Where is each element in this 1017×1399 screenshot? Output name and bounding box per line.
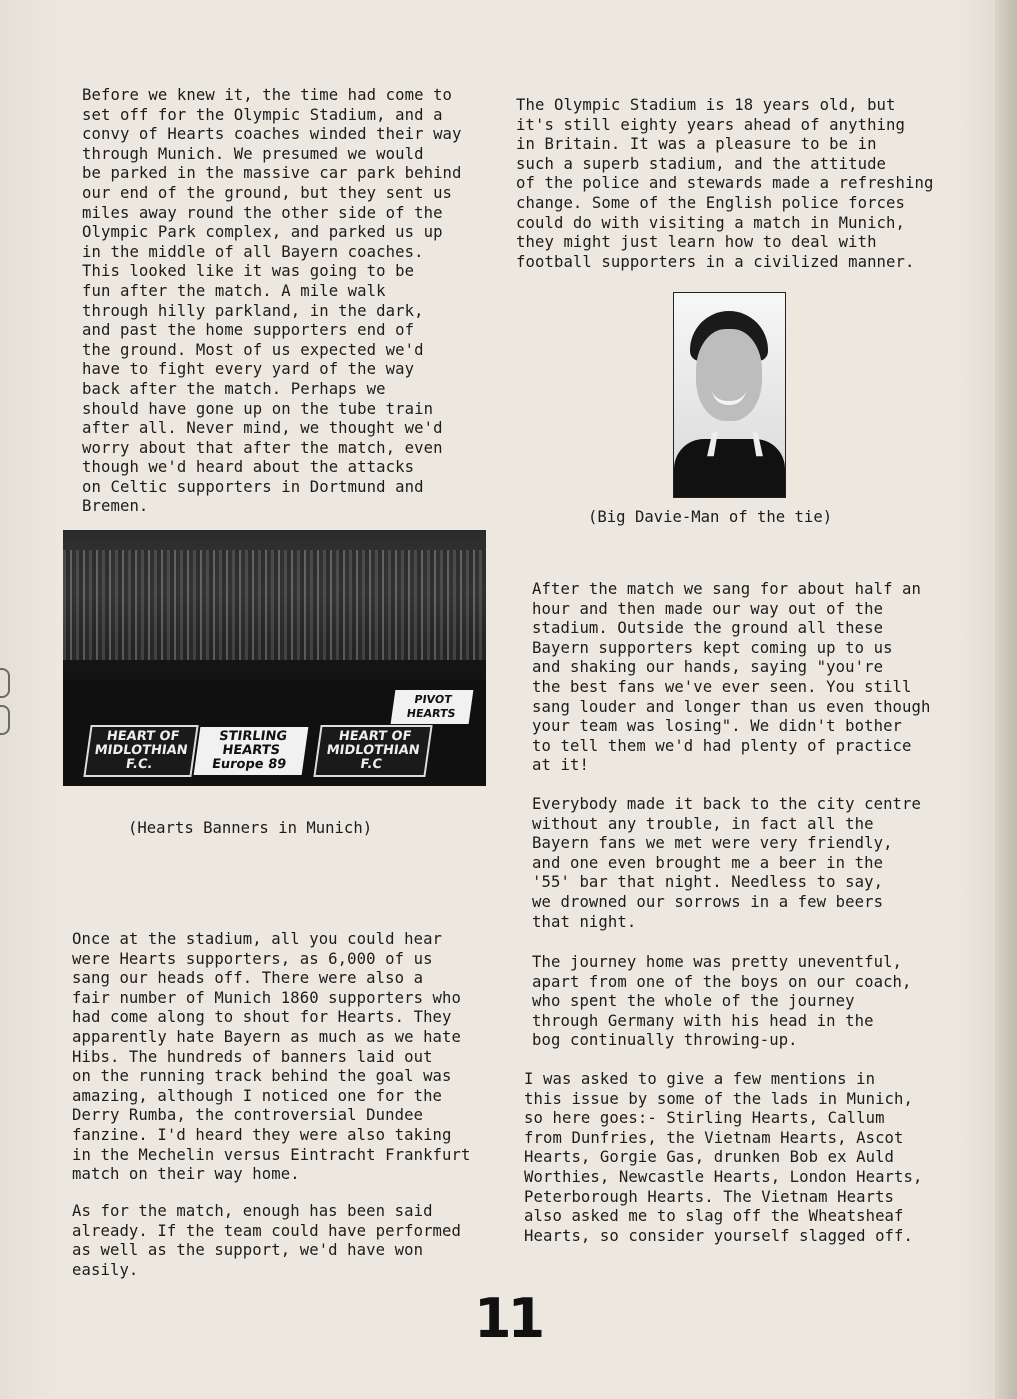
page-number: 11 — [474, 1287, 542, 1350]
left-paragraph-3: As for the match, enough has been said already. If the team could have performed as well as the support, we'd have won easily. — [72, 1202, 462, 1279]
right-paragraph-5: I was asked to give a few mentions in this issue by some of the lads in Munich, so here goes:- Stirling Hearts, Callum from Dunfries, the Vietnam Hearts, Ascot Hearts, Gorgie Gas, drunken Bob ex Auld Worthies, Newcastle Hearts, London Hearts, Peterborough Hearts. The Vietnam Hearts also asked me to slag off the Wheatsheaf Hearts, so consider yourself slagged off. — [524, 1070, 923, 1245]
right-paragraph-2: After the match we sang for about half an hour and then made our way out of the stadium. Outside the ground all these Bayern supporters kept coming up to us and shaking our hands, saying "you're the best fans we've ever seen. You still sang louder and longer than us even though your team was losing". We didn't bother to tell them we'd had plenty of practice at it! — [532, 580, 931, 775]
big-davie-photo — [673, 292, 786, 498]
banner-heart-of-midlothian-2: HEART OF MIDLOTHIAN F.C — [313, 725, 432, 777]
right-paragraph-3: Everybody made it back to the city centre without any trouble, in fact all the Bayern fans we met were very friendly, and one even brought me a beer in the '55' bar that night. Needless to say, we drowned our sorrows in a few beers that night. — [532, 795, 922, 931]
staple-mark — [0, 705, 10, 735]
page-edge — [995, 0, 1017, 1399]
davie-photo-caption: (Big Davie-Man of the tie) — [588, 508, 833, 526]
staple-mark — [0, 668, 10, 698]
hearts-banners-photo — [63, 530, 486, 786]
banner-stirling-hearts: STIRLING HEARTS Europe 89 — [194, 727, 309, 775]
right-paragraph-1: The Olympic Stadium is 18 years old, but it's still eighty years ahead of anything in Britain. It was a pleasure to be in such a superb stadium, and the attitude of the police and stewards made a refreshing change. Some of the English police forces could do with visiting a match in Munich, they might just learn how to deal with football supporters in a civilized manner. — [516, 96, 934, 271]
left-paragraph-2: Once at the stadium, all you could hear were Hearts supporters, as 6,000 of us sang our heads off. There were also a fair number of Munich 1860 supporters who had come along to shout for Hearts. They apparently hate Bayern as much as we hate Hibs. The hundreds of banners laid out on the running track behind the goal was amazing, although I noticed one for the Derry Rumba, the controversial Dundee fanzine. I'd heard they were also taking in the Mechelin versus Eintracht Frankfurt match on their way home. — [72, 930, 471, 1184]
banner-pivot-hearts: PIVOT HEARTS — [391, 690, 474, 724]
left-paragraph-1: Before we knew it, the time had come to set off for the Olympic Stadium, and a convy of Hearts coaches winded their way through Munich. We presumed we would be parked in the massive car park behind our end of the ground, but they sent us miles away round the other side of the Olympic Park complex, and parked us up in the middle of all Bayern coaches. This looked like it was going to be fun after the match. A mile walk through hilly parkland, in the dark, and past the home supporters end of the ground. Most of us expected we'd have to fight every yard of the way back after the match. Perhaps we should have gone up on the tube train after all. Never mind, we thought we'd worry about that after the match, even though we'd heard about the attacks on Celtic supporters in Dortmund and Bremen. — [82, 86, 462, 516]
banners-photo-caption: (Hearts Banners in Munich) — [128, 819, 373, 837]
right-paragraph-4: The journey home was pretty uneventful, apart from one of the boys on our coach, who spent the whole of the journey through Germany with his head in the bog continually throwing-up. — [532, 953, 912, 1050]
banner-heart-of-midlothian: HEART OF MIDLOTHIAN F.C. — [83, 725, 198, 777]
